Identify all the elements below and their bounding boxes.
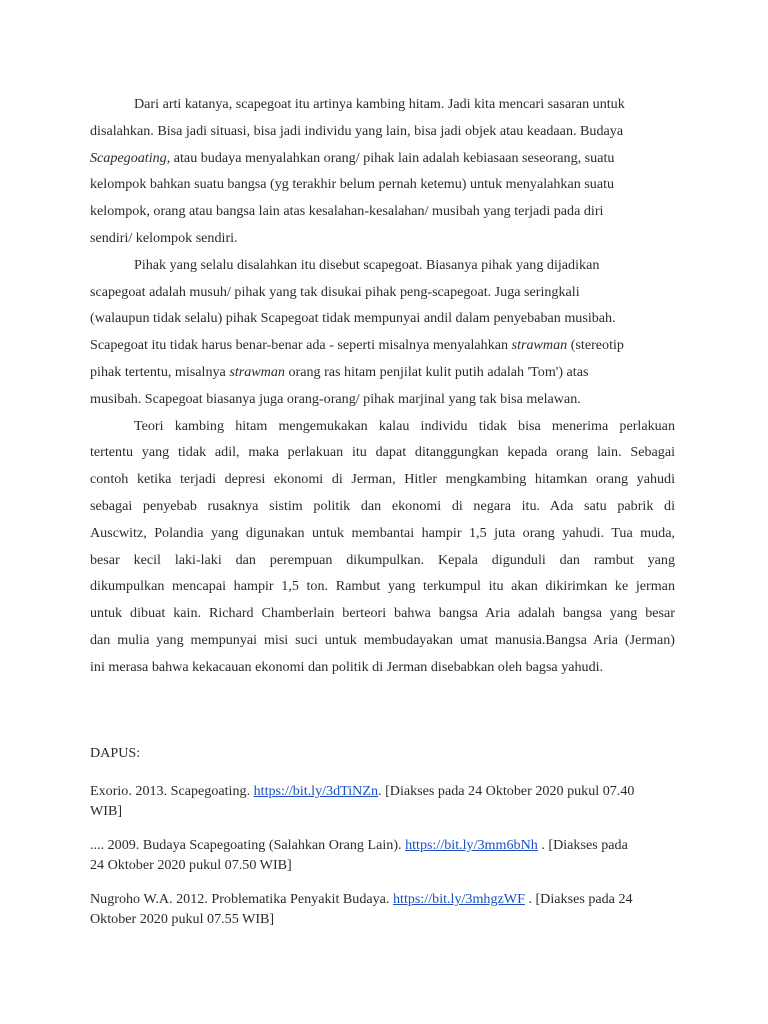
paragraph-line: ini merasa bahwa kekacauan ekonomi dan politik di Jerman disebabkan oleh bagsa yahudi. bbox=[90, 658, 604, 675]
paragraph-3 bbox=[90, 413, 675, 681]
paragraph-line-text: , atau budaya menyalahkan orang/ pihak lain adalah kebiasaan seseorang, suatu bbox=[166, 149, 615, 166]
reference-text: 24 Oktober 2020 pukul 07.50 WIB] bbox=[90, 857, 292, 873]
paragraph-1 bbox=[90, 91, 675, 252]
reference-link[interactable]: https://bit.ly/3dTiNZn bbox=[253, 783, 379, 799]
paragraph-line: sebagai penyebab rusaknya sistim politik dan ekonomi di negara itu. Ada satu pabrik di bbox=[90, 497, 675, 514]
paragraph-line: sendiri/ kelompok sendiri. bbox=[90, 229, 238, 246]
reference-link[interactable]: https://bit.ly/3mm6bNh bbox=[405, 837, 538, 853]
reference-text: Nugroho W.A. 2012. Problematika Penyakit Budaya. bbox=[90, 891, 393, 907]
paragraph-line-text: Scapegoat itu tidak harus benar-benar ada - seperti misalnya menyalahkan bbox=[90, 337, 512, 354]
paragraph-line: Pihak yang selalu disalahkan itu disebut scapegoat. Biasanya pihak yang dijadikan bbox=[134, 256, 600, 273]
paragraph-line: Auscwitz, Polandia yang digunakan untuk membantai hampir 1,5 juta orang yahudi. Tua muda, bbox=[90, 524, 675, 541]
paragraph-line: kelompok, orang atau bangsa lain atas kesalahan-kesalahan/ musibah yang terjadi pada diri bbox=[90, 203, 604, 220]
paragraph-line: Teori kambing hitam mengemukakan kalau individu tidak bisa menerima perlakuan bbox=[134, 417, 675, 434]
paragraph-line: contoh ketika terjadi depresi ekonomi di Jerman, Hitler mengkambing hitamkan orang yahudi bbox=[90, 471, 675, 488]
reference-text: .... 2009. Budaya Scapegoating (Salahkan Orang Lain). bbox=[90, 837, 406, 853]
paragraph-line: besar kecil laki-laki dan perempuan dikumpulkan. Kepala digunduli dan rambut yang bbox=[90, 551, 675, 568]
paragraph-line: (walaupun tidak selalu) pihak Scapegoat tidak mempunyai andil dalam penyebaban musibah. bbox=[90, 310, 616, 327]
paragraph-line-text: (stereotip bbox=[567, 337, 624, 354]
reference-link[interactable]: https://bit.ly/3mhgzWF bbox=[392, 891, 525, 907]
document-body bbox=[90, 91, 675, 681]
paragraph-2 bbox=[90, 252, 675, 413]
reference-item bbox=[90, 781, 680, 821]
italic-term: strawman bbox=[229, 363, 285, 380]
paragraph-line: untuk dibuat kain. Richard Chamberlain berteori bahwa bangsa Aria adalah bangsa yang besar bbox=[90, 605, 675, 622]
paragraph-line bbox=[90, 359, 675, 386]
paragraph-line-text: pihak tertentu, misalnya bbox=[90, 363, 230, 380]
reference-text: . [Diakses pada 24 bbox=[524, 891, 633, 907]
reference-text: Oktober 2020 pukul 07.55 WIB] bbox=[90, 911, 275, 927]
reference-text: . [Diakses pada bbox=[537, 837, 628, 853]
paragraph-line: dikumpulkan mencapai hampir 1,5 ton. Rambut yang terkumpul itu akan dikirimkan ke jerman bbox=[90, 578, 675, 595]
italic-term: strawman bbox=[511, 337, 568, 354]
paragraph-line: kelompok bahkan suatu bangsa (yg terakhir belum pernah ketemu) untuk menyalahkan suatu bbox=[90, 176, 615, 193]
paragraph-line: disalahkan. Bisa jadi situasi, bisa jadi individu yang lain, bisa jadi objek atau keadaan. Budaya bbox=[90, 122, 624, 139]
paragraph-line: musibah. Scapegoat biasanya juga orang-orang/ pihak marjinal yang tak bisa melawan. bbox=[90, 390, 581, 407]
reference-text: Exorio. 2013. Scapegoating. bbox=[90, 783, 254, 799]
paragraph-line bbox=[90, 332, 675, 359]
paragraph-line: tertentu yang tidak adil, maka perlakuan itu dapat ditanggungkan kepada orang lain. Sebagai bbox=[90, 444, 675, 461]
paragraph-line: scapegoat adalah musuh/ pihak yang tak disukai pihak peng-scapegoat. Juga seringkali bbox=[90, 283, 580, 300]
paragraph-line: Dari arti katanya, scapegoat itu artinya kambing hitam. Jadi kita mencari sasaran untuk bbox=[134, 96, 625, 112]
italic-term: Scapegoating bbox=[90, 149, 167, 166]
paragraph-line bbox=[90, 145, 675, 172]
reference-item bbox=[90, 889, 680, 929]
reference-item bbox=[90, 835, 680, 875]
paragraph-line: dan mulia yang mempunyai misi suci untuk membudayakan umat manusia.Bangsa Aria (Jerman) bbox=[90, 631, 675, 648]
paragraph-line-text: orang ras hitam penjilat kulit putih adalah 'Tom') atas bbox=[284, 363, 589, 380]
references-heading: DAPUS: bbox=[90, 745, 141, 761]
reference-text: WIB] bbox=[90, 803, 123, 819]
reference-text: . [Diakses pada 24 Oktober 2020 pukul 07.40 bbox=[378, 783, 635, 799]
